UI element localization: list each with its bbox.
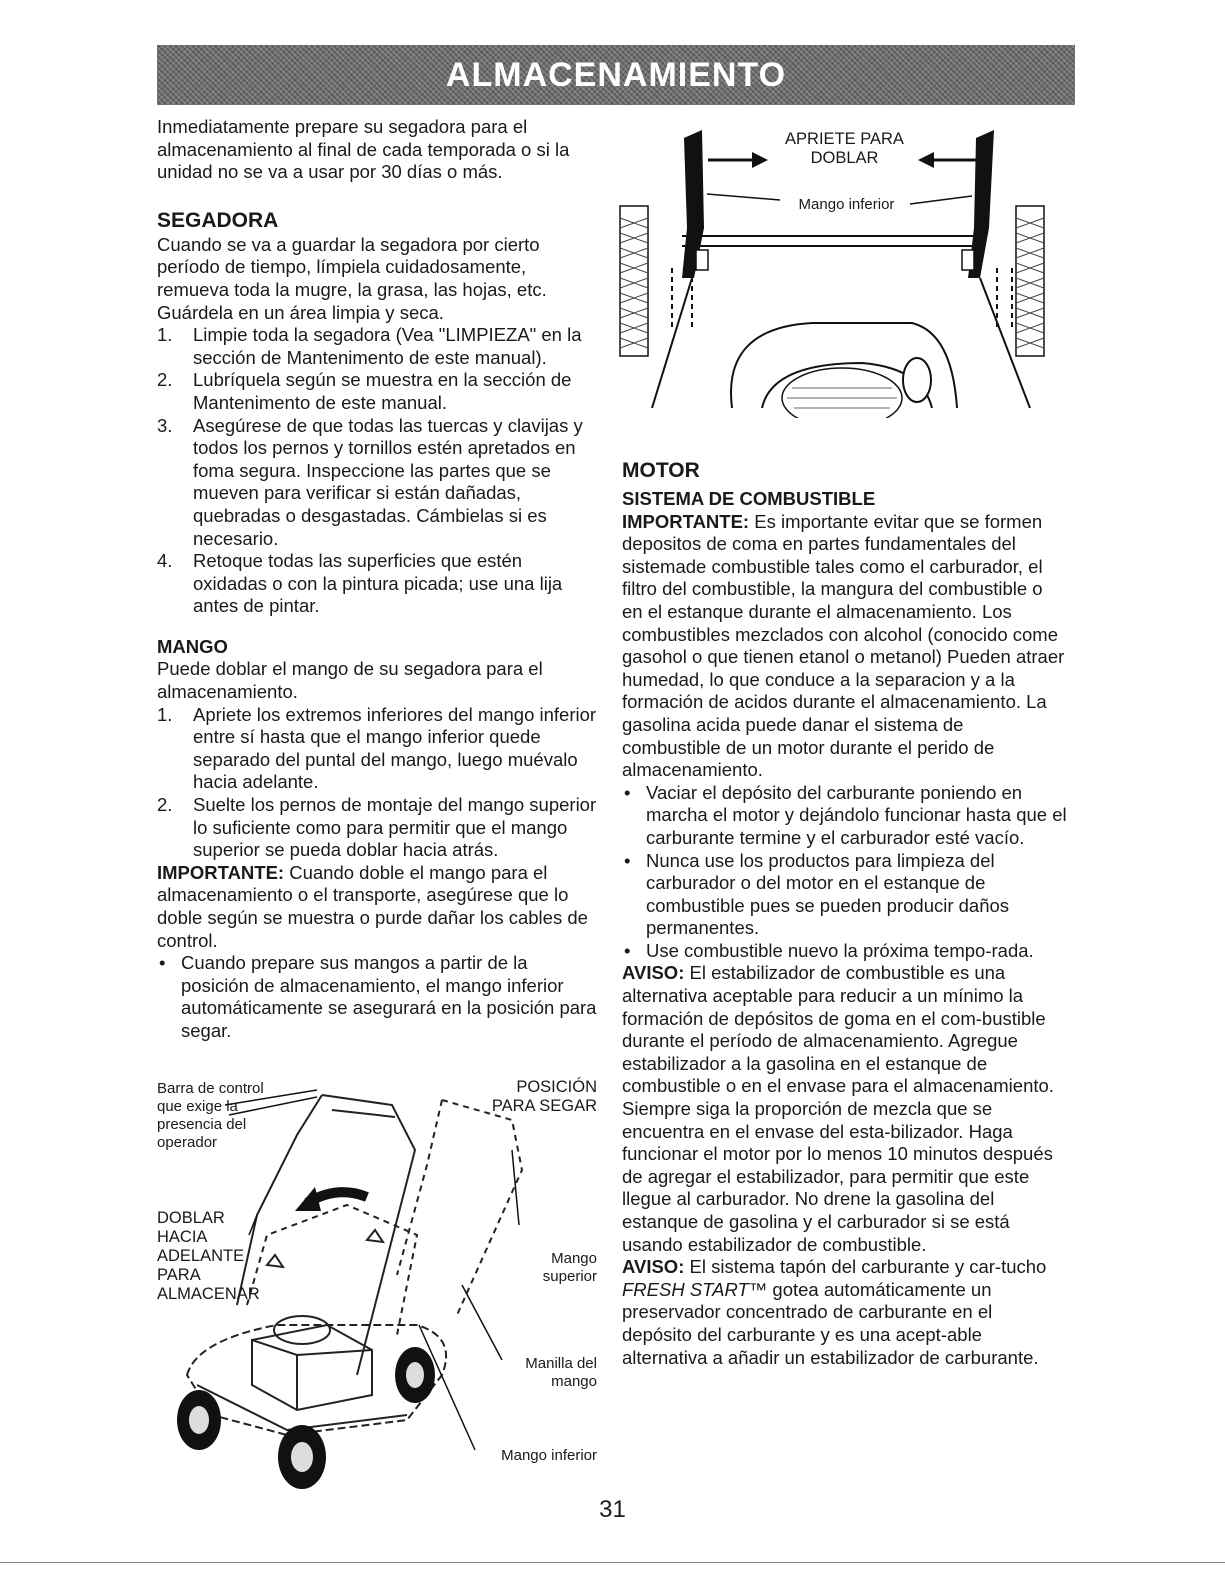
aviso-estabilizador: AVISO: El estabilizador de combustible es una alternativa aceptable para reducir a un mínimo la formación de depósitos de goma en el com-bustible durante el período de almacenamiento. Agregue estabilizador a la gasolina en el estanque de combustible o en el envase para el almacenamiento. Siempre siga la proporción de mezcla que se encuentra en el envase del esta-bilizador. Haga funcionar el motor por lo menos 10 minutos después de agregar el estabilizador, para permitir que este llegue al carburador. No drene la gasolina del estanque de gasolina y el carburador si se está usando estabilizador de combustible. xyxy=(622,962,1054,1255)
mango-importante: IMPORTANTE: Cuando doble el mango para el almacenamiento o el transporte, asegúrese que lo doble según se muestra o purde dañar los cables de control. xyxy=(157,861,588,951)
list-item: 1. Limpie toda la segadora (Vea "LIMPIEZA" en la sección de Mantenimento de este manual). xyxy=(157,324,582,368)
right-column xyxy=(622,458,1067,1369)
list-item: • Cuando prepare sus mangos a partir de la posición de almacenamiento, el mango inferior automáticamente se asegurará en la posición para segar. xyxy=(159,952,597,1041)
mower-figure xyxy=(157,1075,597,1495)
list-item: 2. Lubríquela según se muestra en la sección de Mantenimento de este manual. xyxy=(157,369,572,413)
motor-heading: MOTOR xyxy=(622,459,700,482)
sistema-heading: SISTEMA DE COMBUSTIBLE xyxy=(622,488,876,509)
mango-superior-label: Mango superior xyxy=(542,1250,597,1285)
bottom-divider xyxy=(0,1562,1225,1563)
list-item: 2. Suelte los pernos de montaje del mango superior lo suficiente como para permitir que el mango superior se pueda doblar hacia atrás. xyxy=(157,794,597,861)
segadora-heading: SEGADORA xyxy=(157,208,279,232)
banner-title: ALMACENAMIENTO xyxy=(445,55,787,94)
list-item: • Vaciar el depósito del carburante poniendo en marcha el motor y dejándolo funcionar hasta que el carburante termine y el carburador esté vacío. xyxy=(624,781,1067,848)
sistema-importante: IMPORTANTE: Es importante evitar que se formen depositos de coma en partes fundamentales del sistemade combustible tales como el carburador, el filtro del combustible, la mangura del combustible o en el estanque durante el almacenamiento. Los combustibles mezclados con alcohol (conocido come gasohol o que tienen etanol o metanol) Pueden atraer humedad, lo que conduce a la separacion y a la formación de acidos durante el almacenamiento. La gasolina acida puede danar el sistema de combustible de un motor durante el perido de almacenamiento. xyxy=(622,510,1065,781)
barra-label: Barra de control que exige la presencia del operador xyxy=(157,1080,264,1151)
page-number: 31 xyxy=(599,1496,626,1523)
list-item: • Use combustible nuevo la próxima tempo-rada. xyxy=(624,939,1034,961)
left-column xyxy=(157,116,597,1043)
segadora-text: Cuando se va a guardar la segadora por cierto período de tiempo, límpiela cuidadosamente, remueva toda la mugre, la grasa, las hojas, etc. Guárdela en un área limpia y seca. xyxy=(157,233,547,323)
handle-figure xyxy=(612,118,1072,418)
list-item: 1. Apriete los extremos inferiores del mango inferior entre sí hasta que el mango inferior quede separado del puntal del mango, luego muévalo hacia adelante. xyxy=(157,703,597,793)
segadora-list xyxy=(157,324,597,618)
sistema-bullets xyxy=(622,782,1067,963)
posicion-label: POSICIÓN PARA SEGAR xyxy=(491,1078,597,1115)
list-item: • Nunca use los productos para limpieza del carburador o del motor en el estanque de combustible pues se pueden producir daños permanentes. xyxy=(624,849,1010,939)
mango-list xyxy=(157,704,597,862)
mango-bullets xyxy=(157,952,597,1042)
list-item: 3. Asegúrese de que todas las tuercas y clavijas y todos los pernos y tornillos estén apretados en foma segura. Inspeccione las partes que se mueven para verificar si están dañadas, quebradas o desgastadas. Cámbielas si es necesario. xyxy=(157,414,583,549)
mango-text: Puede doblar el mango de su segadora para el almacenamiento. xyxy=(157,658,543,703)
aviso-fresh-start: AVISO: El sistema tapón del carburante y car-tucho FRESH START™ gotea automáticamente un preservador concentrado de carburante en el depósito del carburante y es una acept-able alternativa a añadir un estabilizador de carburante. xyxy=(622,1256,1047,1368)
mango-heading: MANGO xyxy=(157,635,228,657)
doblar-label: DOBLAR HACIA ADELANTE PARA ALMACENAR xyxy=(157,1209,260,1303)
right-mango-inferior-label: Mango inferior xyxy=(798,196,895,213)
list-item: 4. Retoque todas las superficies que estén oxidadas o con la pintura picada; use una lija antes de pintar. xyxy=(157,550,563,617)
manilla-label: Manilla del mango xyxy=(525,1355,597,1390)
mango-inferior-label: Mango inferior xyxy=(501,1447,597,1464)
intro-paragraph: Inmediatamente prepare su segadora para el almacenamiento al final de cada temporada o si la unidad no se va a usar por 30 días o más. xyxy=(157,116,570,183)
apriete-label: APRIETE PARA DOBLAR xyxy=(785,130,904,167)
page-banner xyxy=(157,45,1075,105)
